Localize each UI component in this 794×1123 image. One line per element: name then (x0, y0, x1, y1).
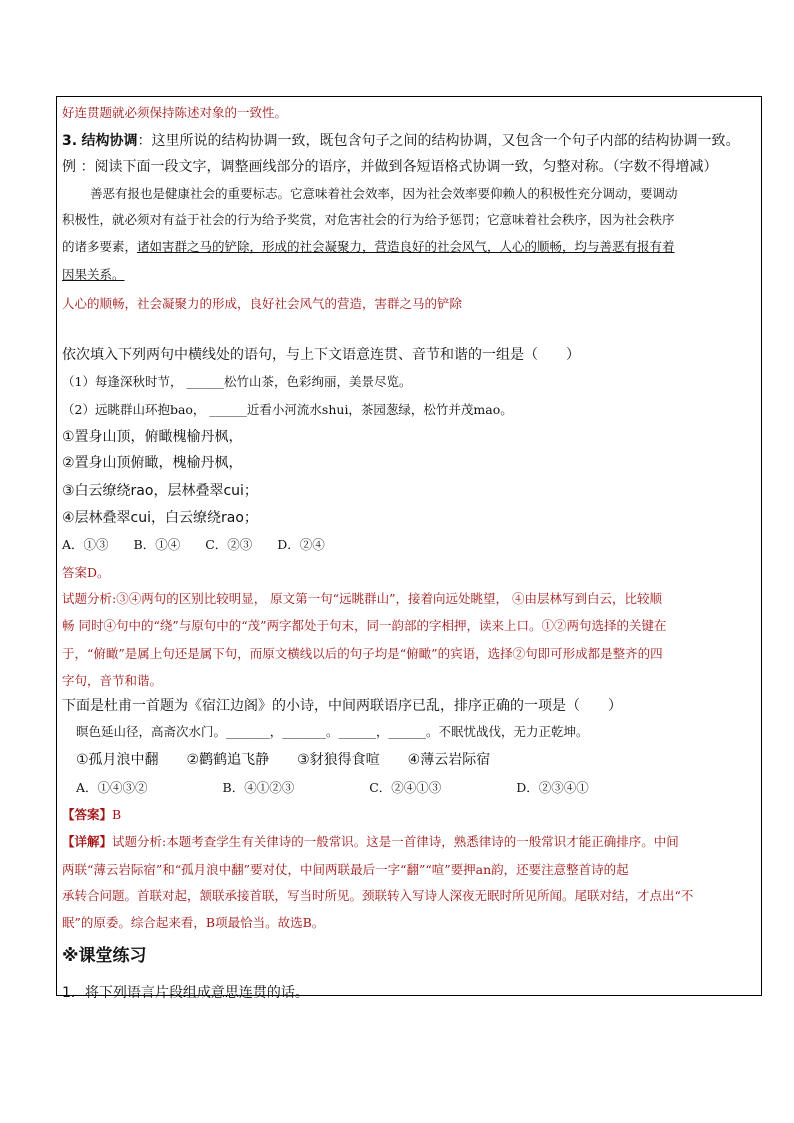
section-number: 3. (62, 133, 78, 149)
analysis-line (62, 832, 679, 852)
question-blank-text: ______松竹山茶，色彩绚丽，美景尽览。 (186, 374, 412, 389)
underlined-text: 诸如害群之马的铲除，形成的社会凝聚力，营造良好的社会风气，人心的顺畅，均与善恶有报有着 (137, 239, 675, 254)
underlined-text: 因果关系。 (62, 267, 125, 282)
section-text: ：这里所说的结构协调一致，既包含句子之间的结构协调，又包含一个句子内部的结构协调一致。 (137, 133, 740, 149)
option-line: ②置身山顶俯瞰，槐榆丹枫， (62, 455, 243, 471)
option-line: ①置身山顶，俯瞰槐榆丹枫， (62, 429, 243, 445)
choices-line: A．①④③② B．④①②③ C．②④①③ D．②③④① (76, 780, 589, 795)
passage-line: 积极性，就必须对有益于社会的行为给予奖赏，对危害社会的行为给予惩罚；它意味着社会秩序，因为社会秩序 (62, 212, 675, 227)
option-line: ③白云缭绕rao，层林叠翠cui； (62, 483, 258, 499)
analysis-text: 于，“俯瞰”是属上句还是属下句，而原文横线以后的句子均是“俯瞰”的宾语，选择②句即可形成都是整齐的四 (62, 646, 663, 661)
exercise-line: 1．将下列语言片段组成意思连贯的话。 (62, 985, 309, 1001)
question-line (62, 372, 411, 392)
answer-text: 人心的顺畅，社会凝聚力的形成，良好社会风气的营造，害群之马的铲除 (62, 296, 463, 311)
text-line (62, 131, 740, 151)
question-prompt: 下面是杜甫一首题为《宿江边阁》的小诗，中间两联语序已乱，排序正确的一项是（ ） (62, 698, 622, 714)
answer-text: 答案D。 (62, 565, 110, 580)
option-line: ④层林叠翠cui，白云缭绕rao； (62, 510, 258, 526)
analysis-text: 字句，音节和谐。 (62, 673, 163, 688)
section-title: ※课堂练习 (62, 946, 147, 966)
choices-line: A．①③ B．①④ C．②③ D．②④ (62, 537, 325, 552)
answer-value: B (112, 807, 122, 822)
question-text: （2）远眺群山环抱bao， (62, 402, 206, 417)
analysis-text: 试题分析:本题考查学生有关律诗的一般常识。这是一首律诗，熟悉律诗的一般常识才能正确排序。中间 (112, 834, 679, 849)
passage-text: 的诸多要素， (62, 239, 138, 254)
analysis-text: 眠”的原委。综合起来看，B项最恰当。故选B。 (62, 915, 325, 930)
poem-line: 暝色延山径，高斋次水门。_______，_______。______，______。不眠忧战伐，无力正乾坤。 (76, 724, 589, 739)
analysis-text: 畅 同时④句中的“绕”与原句中的“茂”两字都处于句末，同一韵部的字相押，读来上口。①②两句选择的关键在 (62, 618, 667, 633)
analysis-text: 承转合问题。首联对起，颔联承接首联，写当时所见。颈联转入写诗人深夜无眠时所见所闻。尾联对结，才点出“不 (62, 888, 694, 903)
example-prompt: 例 ：阅读下面一段文字，调整画线部分的语序，并做到各短语格式协调一致，匀整对称。（字数不得增减） (62, 159, 718, 175)
passage-line: 善恶有报也是健康社会的重要标志。它意味着社会效率，因为社会效率要仰赖人的积极性充分调动，要调动 (90, 186, 678, 201)
question-text: （1）每逢深秋时节， (62, 374, 183, 389)
text-line: 好连贯题就必须保持陈述对象的一致性。 (62, 105, 288, 120)
option-line: ①孤月浪中翻 ②鹳鹤追飞静 ③豺狼得食喧 ④薄云岩际宿 (76, 752, 491, 768)
section-heading: 结构协调 (81, 133, 138, 149)
question-prompt: 依次填入下列两句中横线处的语句，与上下文语意连贯、音节和谐的一组是（ ） (62, 347, 580, 363)
answer-tag: 【答案】 (62, 807, 113, 822)
answer-line (62, 805, 121, 825)
passage-line (62, 237, 675, 257)
question-line (62, 400, 513, 420)
analysis-text: 两联“薄云岩际宿”和“孤月浪中翻”要对仗，中间两联最后一字“翻”“喧”要押an韵，还要注意整首诗的起 (62, 862, 629, 877)
analysis-tag: 【详解】 (62, 834, 113, 849)
question-blank-text: ______近看小河流水shui，茶园葱绿，松竹并茂mao。 (209, 402, 513, 417)
analysis-text: 试题分析:③④两句的区别比较明显， 原文第一句“远眺群山”，接着向远处眺望， ④由层林写到白云，比较顺 (62, 591, 662, 606)
